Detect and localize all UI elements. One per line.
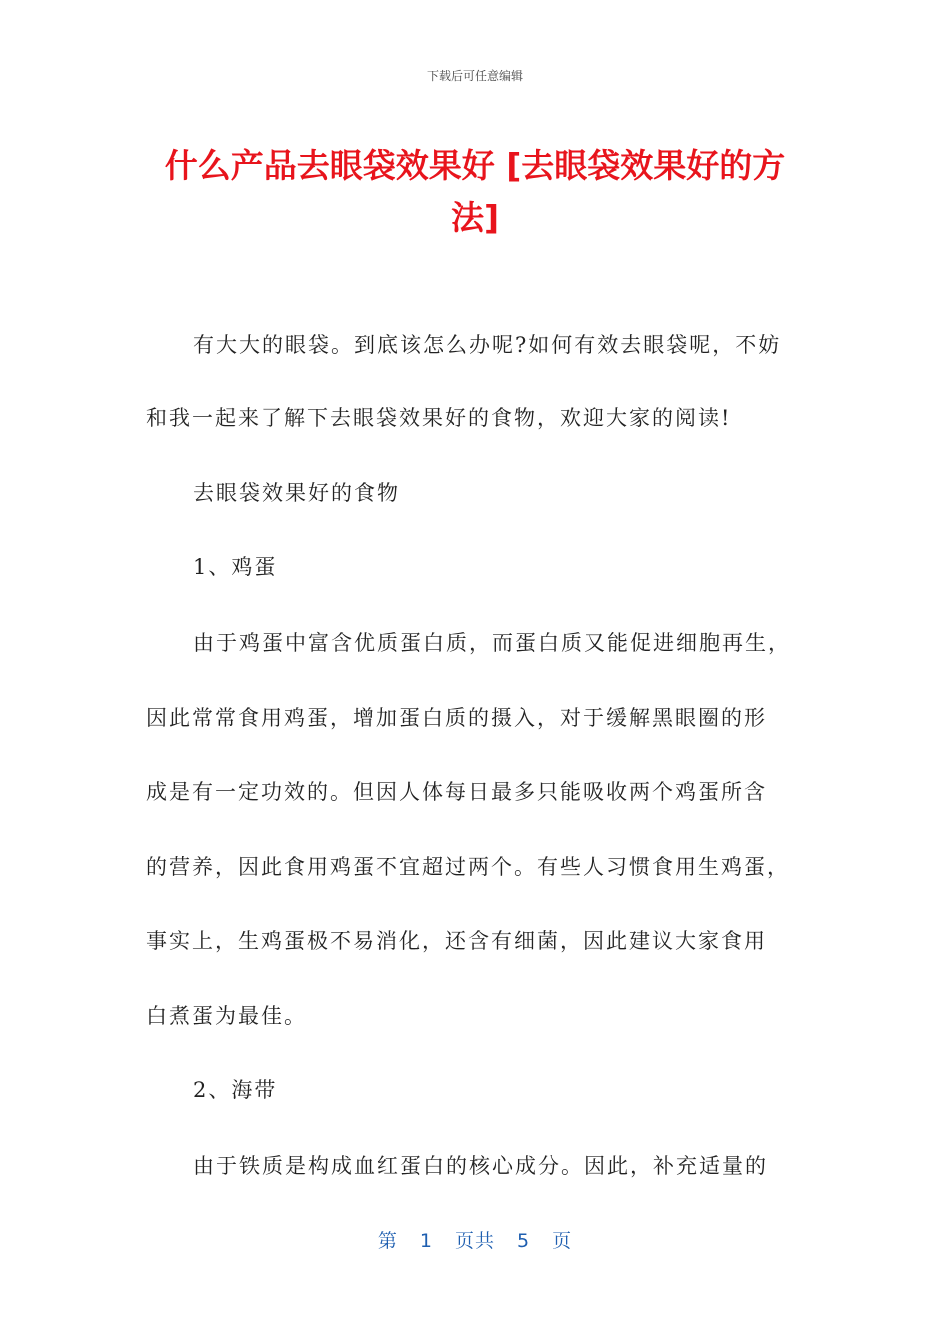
section-heading: 去眼袋效果好的食物 [193, 481, 400, 505]
page-title-line-1: 什么产品去眼袋效果好 [去眼袋效果好的方 [164, 146, 786, 185]
page-total: 5 [517, 1230, 531, 1252]
list-heading: 1、鸡蛋 [193, 555, 278, 579]
page-middle: 页共 [454, 1230, 495, 1252]
page-number-footer [0, 1226, 950, 1253]
page-suffix: 页 [552, 1230, 573, 1252]
page-current: 1 [419, 1230, 433, 1252]
page-prefix: 第 [377, 1230, 398, 1252]
list-heading: 2、海带 [193, 1078, 278, 1102]
page-title [130, 140, 820, 244]
paragraph-line: 和我一起来了解下去眼袋效果好的食物，欢迎大家的阅读! [146, 406, 732, 430]
paragraph-line: 由于鸡蛋中富含优质蛋白质，而蛋白质又能促进细胞再生， [193, 631, 791, 655]
paragraph-line: 由于铁质是构成血红蛋白的核心成分。因此，补充适量的 [193, 1154, 768, 1178]
paragraph-line: 成是有一定功效的。但因人体每日最多只能吸收两个鸡蛋所含 [146, 780, 767, 804]
paragraph-line: 的营养，因此食用鸡蛋不宜超过两个。有些人习惯食用生鸡蛋， [146, 855, 790, 879]
paragraph-line: 因此常常食用鸡蛋，增加蛋白质的摄入，对于缓解黑眼圈的形 [146, 706, 767, 730]
page-title-line-2: 法] [450, 198, 500, 237]
paragraph-line: 有大大的眼袋。到底该怎么办呢?如何有效去眼袋呢，不妨 [193, 333, 782, 357]
header-note: 下载后可任意编辑 [426, 69, 523, 83]
paragraph-line: 白煮蛋为最佳。 [146, 1004, 307, 1028]
paragraph-line: 事实上，生鸡蛋极不易消化，还含有细菌，因此建议大家食用 [146, 929, 767, 953]
